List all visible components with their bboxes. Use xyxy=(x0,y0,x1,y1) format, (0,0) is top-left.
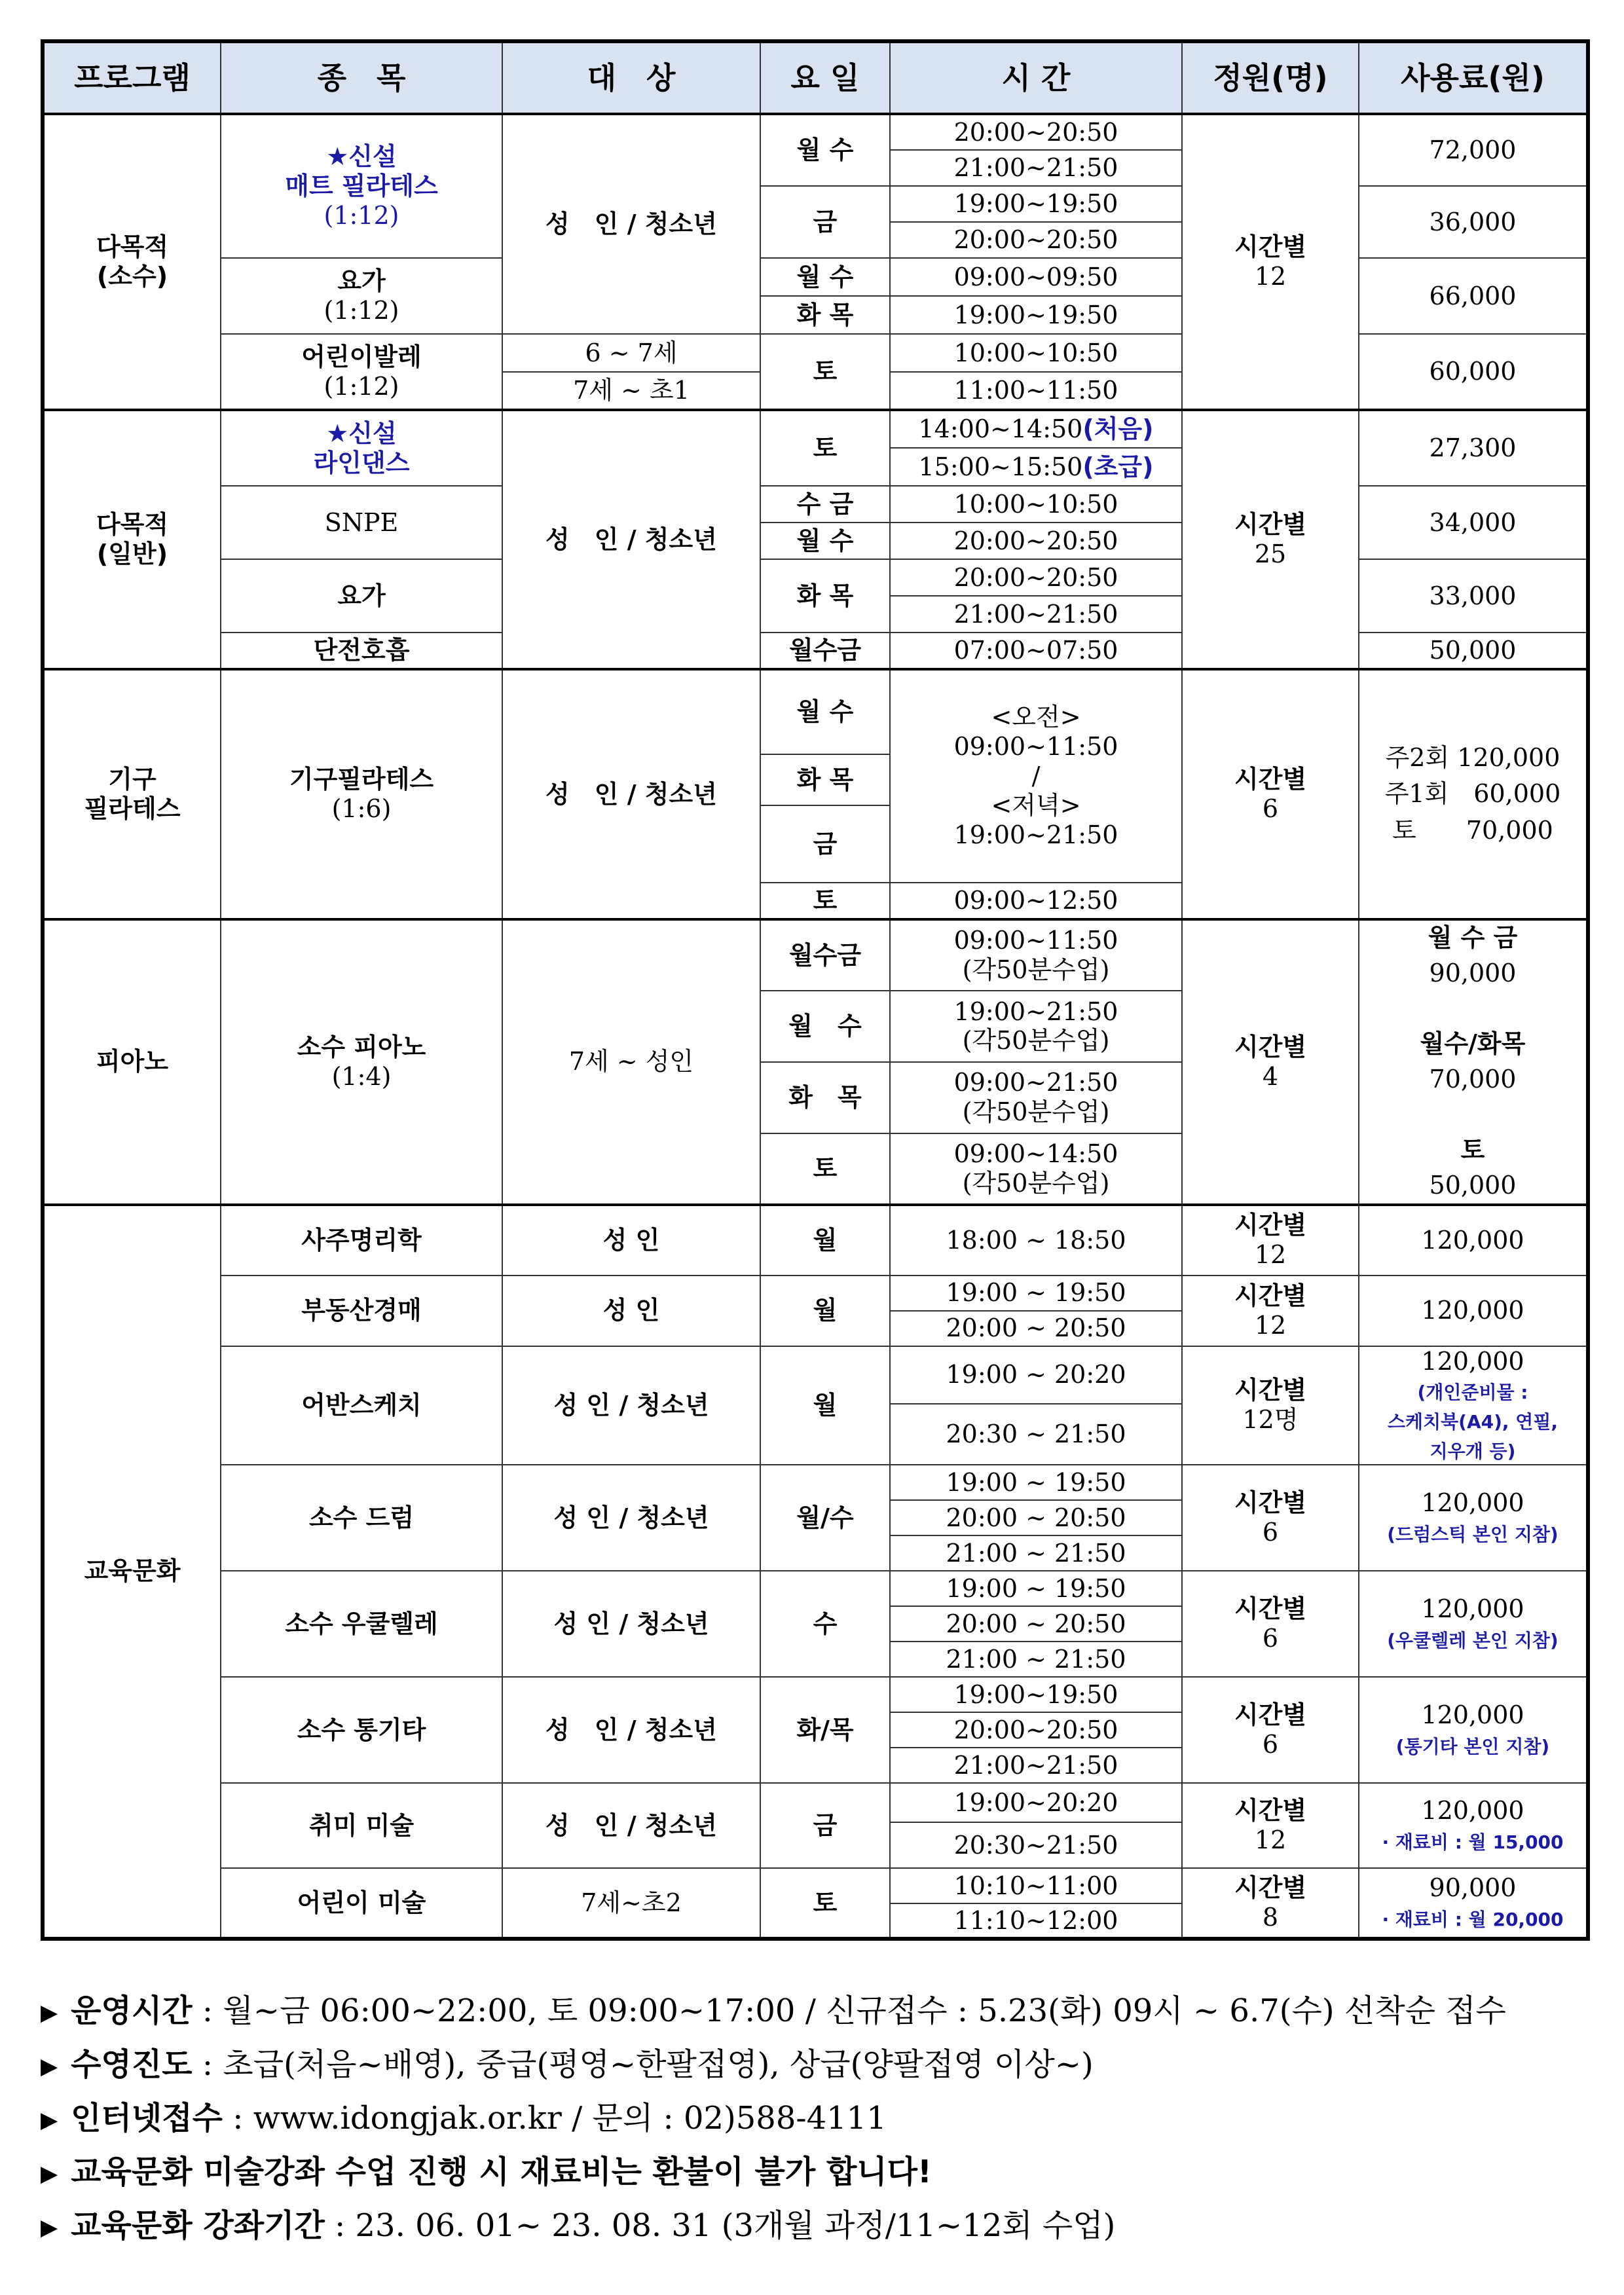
subject-cell: 부동산경매 xyxy=(221,1276,502,1346)
target-cell: 7세 ~ 초1 xyxy=(502,372,760,410)
capacity-cell: 시간별 6 xyxy=(1182,669,1359,919)
time-cell: 20:00~20:50 xyxy=(890,1712,1182,1748)
fee-cell: 90,000 · 재료비 : 월 20,000 xyxy=(1359,1868,1588,1939)
time-cell: 19:00~21:50 (각50분수업) xyxy=(890,991,1182,1062)
time-cell: 20:00 ~ 20:50 xyxy=(890,1500,1182,1535)
note-operating-hours: ▶ 운영시간 : 월~금 06:00~22:00, 토 09:00~17:00 / 신규접수 : 5.23(화) 09시 ~ 6.7(수) 선착순 접수 xyxy=(41,1984,1586,2038)
subject-cell: 어린이 미술 xyxy=(221,1868,502,1939)
time-cell: 09:00~14:50 (각50분수업) xyxy=(890,1133,1182,1205)
time-cell: 19:00 ~ 19:50 xyxy=(890,1276,1182,1311)
fee-cell: 120,000 xyxy=(1359,1276,1588,1346)
day-cell: 월 xyxy=(760,1346,890,1465)
capacity-cell: 시간별 12명 xyxy=(1182,1346,1359,1465)
day-cell: 월 수 xyxy=(760,258,890,296)
subject-cell: 소수 드럼 xyxy=(221,1465,502,1571)
target-cell: 성 인 xyxy=(502,1205,760,1276)
day-cell: 토 xyxy=(760,410,890,486)
subject-cell: 소수 피아노 (1:4) xyxy=(221,919,502,1205)
program-cell: 다목적 (소수) xyxy=(43,114,221,410)
time-cell: 10:00~10:50 xyxy=(890,486,1182,523)
header-target: 대 상 xyxy=(502,41,760,114)
fee-cell: 36,000 xyxy=(1359,186,1588,258)
subject-cell: 어반스케치 xyxy=(221,1346,502,1465)
fee-cell: 120,000 (통기타 본인 지참) xyxy=(1359,1677,1588,1783)
fee-cell: 120,000 xyxy=(1359,1205,1588,1276)
time-cell: 18:00 ~ 18:50 xyxy=(890,1205,1182,1276)
subject-cell: 단전호흡 xyxy=(221,633,502,669)
day-cell: 토 xyxy=(760,1868,890,1939)
time-cell: 20:00 ~ 20:50 xyxy=(890,1311,1182,1346)
time-cell: 19:00~20:20 xyxy=(890,1783,1182,1822)
time-cell: 20:00~20:50 xyxy=(890,559,1182,596)
day-cell: 월 xyxy=(760,1205,890,1276)
fee-cell: 120,000 · 재료비 : 월 15,000 xyxy=(1359,1783,1588,1868)
fee-cell: 120,000 (드럼스틱 본인 지참) xyxy=(1359,1465,1588,1571)
day-cell: 토 xyxy=(760,334,890,410)
time-cell: 20:30 ~ 21:50 xyxy=(890,1404,1182,1465)
header-fee: 사용료(원) xyxy=(1359,41,1588,114)
day-cell: 월수금 xyxy=(760,633,890,669)
capacity-cell: 시간별 8 xyxy=(1182,1868,1359,1939)
time-cell: 11:10~12:00 xyxy=(890,1903,1182,1939)
time-cell: 20:00 ~ 20:50 xyxy=(890,1606,1182,1642)
day-cell: 화 목 xyxy=(760,1062,890,1133)
capacity-cell: 시간별 12 xyxy=(1182,1205,1359,1276)
time-cell: 09:00~09:50 xyxy=(890,258,1182,296)
day-cell: 토 xyxy=(760,1133,890,1205)
day-cell: 월수금 xyxy=(760,919,890,991)
time-cell: 19:00 ~ 19:50 xyxy=(890,1465,1182,1500)
schedule-table xyxy=(41,39,1590,1941)
note-course-period: ▶ 교육문화 강좌기간 : 23. 06. 01~ 23. 08. 31 (3개월 과정/11~12회 수업) xyxy=(41,2199,1586,2252)
target-cell: 성 인 xyxy=(502,1276,760,1346)
header-time: 시 간 xyxy=(890,41,1182,114)
subject-cell: ★신설 라인댄스 xyxy=(221,410,502,486)
target-cell: 성 인 / 청소년 xyxy=(502,410,760,669)
target-cell: 성 인 / 청소년 xyxy=(502,1571,760,1677)
time-cell: 21:00~21:50 xyxy=(890,150,1182,186)
day-cell: 수 xyxy=(760,1571,890,1677)
subject-cell: 소수 통기타 xyxy=(221,1677,502,1783)
fee-cell: 27,300 xyxy=(1359,410,1588,486)
time-cell: 19:00~19:50 xyxy=(890,1677,1182,1712)
time-cell: 21:00~21:50 xyxy=(890,1748,1182,1783)
target-cell: 성 인 / 청소년 xyxy=(502,1677,760,1783)
note-online-registration: ▶ 인터넷접수 : www.idongjak.or.kr / 문의 : 02)588-4111 xyxy=(41,2091,1586,2145)
time-cell: 21:00 ~ 21:50 xyxy=(890,1535,1182,1571)
triangle-right-icon: ▶ xyxy=(41,2107,58,2133)
fee-cell: 33,000 xyxy=(1359,559,1588,633)
subject-cell: 사주명리학 xyxy=(221,1205,502,1276)
time-cell: 21:00 ~ 21:50 xyxy=(890,1642,1182,1677)
time-cell: 14:00~14:50(처음) xyxy=(890,410,1182,448)
target-cell: 7세~초2 xyxy=(502,1868,760,1939)
header-capacity: 정원(명) xyxy=(1182,41,1359,114)
capacity-cell: 시간별 12 xyxy=(1182,114,1359,410)
day-cell: 월/수 xyxy=(760,1465,890,1571)
target-cell: 성 인 / 청소년 xyxy=(502,1465,760,1571)
subject-cell: 요가 xyxy=(221,559,502,633)
capacity-cell: 시간별 12 xyxy=(1182,1783,1359,1868)
capacity-cell: 시간별 6 xyxy=(1182,1465,1359,1571)
day-cell: 월 수 xyxy=(760,991,890,1062)
triangle-right-icon: ▶ xyxy=(41,2214,58,2241)
program-cell: 다목적 (일반) xyxy=(43,410,221,669)
day-cell: 금 xyxy=(760,186,890,258)
triangle-right-icon: ▶ xyxy=(41,2053,58,2080)
schedule-sheet xyxy=(41,39,1586,1941)
header-program: 프로그램 xyxy=(43,41,221,114)
time-cell: 09:00~21:50 (각50분수업) xyxy=(890,1062,1182,1133)
day-cell: 월 xyxy=(760,1276,890,1346)
subject-cell: 어린이발레 (1:12) xyxy=(221,334,502,410)
capacity-cell: 시간별 12 xyxy=(1182,1276,1359,1346)
day-cell: 금 xyxy=(760,1783,890,1868)
time-cell: 10:10~11:00 xyxy=(890,1868,1182,1903)
time-cell: 07:00~07:50 xyxy=(890,633,1182,669)
time-cell: 20:00~20:50 xyxy=(890,114,1182,150)
day-cell: 월 수 xyxy=(760,523,890,559)
time-cell: 10:00~10:50 xyxy=(890,334,1182,372)
time-cell: 15:00~15:50(초급) xyxy=(890,448,1182,486)
time-cell: 09:00~12:50 xyxy=(890,883,1182,919)
time-cell: 20:30~21:50 xyxy=(890,1822,1182,1868)
day-cell: 월 수 xyxy=(760,669,890,754)
header-day: 요 일 xyxy=(760,41,890,114)
day-cell: 화/목 xyxy=(760,1677,890,1783)
day-cell: 수 금 xyxy=(760,486,890,523)
capacity-cell: 시간별 25 xyxy=(1182,410,1359,669)
day-cell: 금 xyxy=(760,805,890,883)
fee-cell: 월 수 금 90,000 월수/화목 70,000 토 50,000 xyxy=(1359,919,1588,1205)
capacity-cell: 시간별 6 xyxy=(1182,1677,1359,1783)
capacity-cell: 시간별 4 xyxy=(1182,919,1359,1205)
day-cell: 화 목 xyxy=(760,296,890,334)
fee-cell: 120,000 (우쿨렐레 본인 지참) xyxy=(1359,1571,1588,1677)
target-cell: 성 인 / 청소년 xyxy=(502,114,760,334)
target-cell: 성 인 / 청소년 xyxy=(502,1783,760,1868)
time-cell: 19:00 ~ 20:20 xyxy=(890,1346,1182,1405)
time-cell: 21:00~21:50 xyxy=(890,596,1182,633)
time-cell: 11:00~11:50 xyxy=(890,372,1182,410)
program-cell: 피아노 xyxy=(43,919,221,1205)
target-cell: 성 인 / 청소년 xyxy=(502,669,760,919)
day-cell: 토 xyxy=(760,883,890,919)
fee-cell: 120,000 (개인준비물 : 스케치북(A4), 연필, 지우개 등) xyxy=(1359,1346,1588,1465)
notes-section xyxy=(41,1984,1586,2252)
time-cell: <오전> 09:00~11:50 / <저녁> 19:00~21:50 xyxy=(890,669,1182,883)
time-cell: 20:00~20:50 xyxy=(890,222,1182,258)
note-material-refund: ▶ 교육문화 미술강좌 수업 진행 시 재료비는 환불이 불가 합니다! xyxy=(41,2145,1586,2199)
note-swim-levels: ▶ 수영진도 : 초급(처음~배영), 중급(평영~한팔접영), 상급(양팔접영 이상~) xyxy=(41,2038,1586,2091)
subject-cell: 요가 (1:12) xyxy=(221,258,502,334)
day-cell: 월 수 xyxy=(760,114,890,186)
subject-cell: 소수 우쿨렐레 xyxy=(221,1571,502,1677)
fee-cell: 50,000 xyxy=(1359,633,1588,669)
table-row xyxy=(43,114,1588,150)
target-cell: 성 인 / 청소년 xyxy=(502,1346,760,1465)
table-header-row xyxy=(43,41,1588,114)
subject-cell: 기구필라테스 (1:6) xyxy=(221,669,502,919)
subject-cell: SNPE xyxy=(221,486,502,559)
day-cell: 화 목 xyxy=(760,754,890,805)
fee-cell: 34,000 xyxy=(1359,486,1588,559)
time-cell: 09:00~11:50 (각50분수업) xyxy=(890,919,1182,991)
time-cell: 19:00~19:50 xyxy=(890,296,1182,334)
capacity-cell: 시간별 6 xyxy=(1182,1571,1359,1677)
fee-cell: 60,000 xyxy=(1359,334,1588,410)
target-cell: 6 ~ 7세 xyxy=(502,334,760,372)
target-cell: 7세 ~ 성인 xyxy=(502,919,760,1205)
triangle-right-icon: ▶ xyxy=(41,2000,58,2026)
header-subject: 종 목 xyxy=(221,41,502,114)
program-cell: 기구 필라테스 xyxy=(43,669,221,919)
fee-cell: 66,000 xyxy=(1359,258,1588,334)
day-cell: 화 목 xyxy=(760,559,890,633)
subject-cell: ★신설 매트 필라테스 (1:12) xyxy=(221,114,502,258)
time-cell: 19:00 ~ 19:50 xyxy=(890,1571,1182,1606)
time-cell: 20:00~20:50 xyxy=(890,523,1182,559)
time-cell: 19:00~19:50 xyxy=(890,186,1182,222)
fee-cell: 주2회 120,000 주1회 60,000 토 70,000 xyxy=(1359,669,1588,919)
program-cell: 교육문화 xyxy=(43,1205,221,1939)
triangle-right-icon: ▶ xyxy=(41,2161,58,2187)
fee-cell: 72,000 xyxy=(1359,114,1588,186)
subject-cell: 취미 미술 xyxy=(221,1783,502,1868)
